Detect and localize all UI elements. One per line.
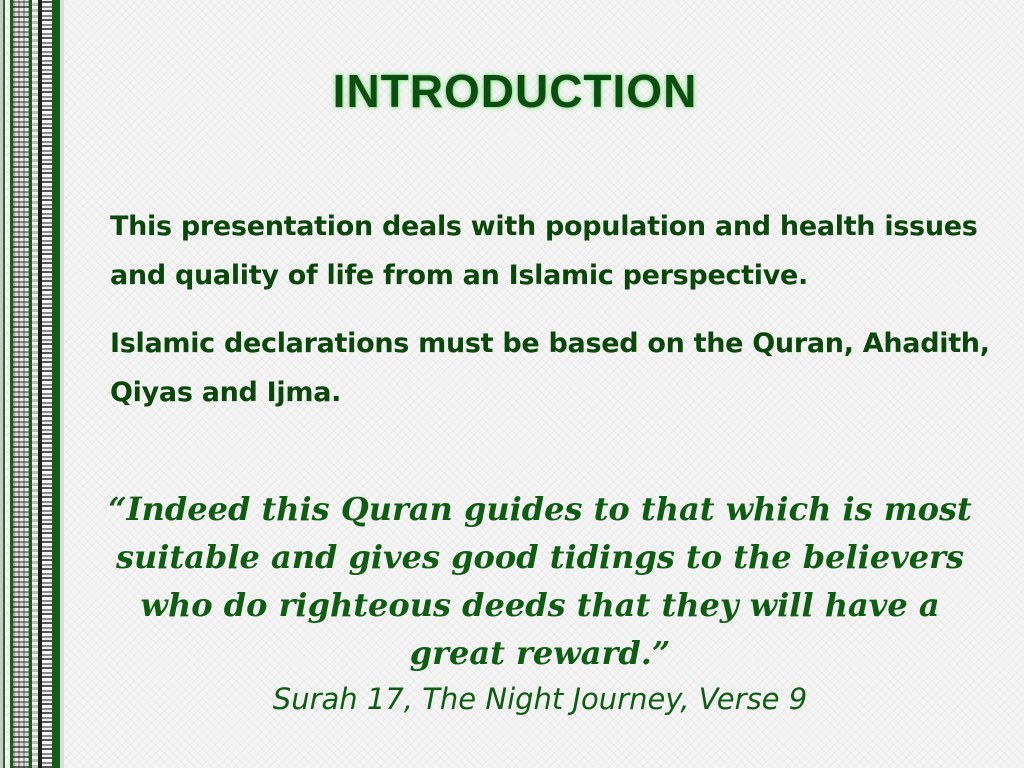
quran-quote [100, 485, 980, 677]
quote-line: “Indeed this Quran guides to that which is most [108, 490, 972, 528]
quote-citation: Surah 17, The Night Journey, Verse 9 [272, 682, 808, 716]
quote-line: suitable and gives good tidings to the believers [115, 538, 965, 576]
slide-title: INTRODUCTION [332, 65, 698, 117]
declarations-paragraph: Islamic declarations must be based on the Quran, Ahadith, Qiyas and Ijma. [110, 328, 990, 408]
quote-line: great reward.” [409, 634, 671, 672]
quote-line: who do righteous deeds that they will have a [140, 586, 940, 624]
decorative-side-pattern [13, 0, 29, 768]
intro-paragraph: This presentation deals with population and health issues and quality of life from an Islamic perspective. [110, 211, 978, 291]
decorative-side-pattern-inner [42, 0, 52, 768]
decorative-side-stripe [32, 0, 38, 768]
